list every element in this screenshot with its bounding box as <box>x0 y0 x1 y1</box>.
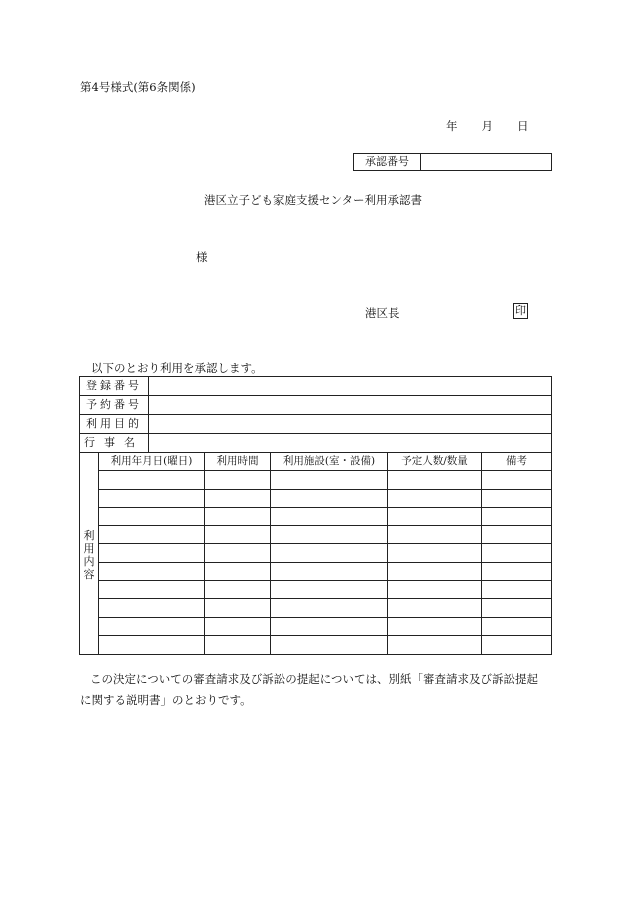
facility-cell[interactable] <box>271 563 388 580</box>
registration-number-field[interactable] <box>149 377 551 395</box>
table-row <box>99 544 551 562</box>
use-date-cell[interactable] <box>99 636 205 654</box>
date-year-label: 年 <box>446 119 458 133</box>
document-title: 港区立子ども家庭支援センター利用承認書 <box>204 193 423 207</box>
facility-cell[interactable] <box>271 508 388 525</box>
use-date-cell[interactable] <box>99 563 205 580</box>
table-row <box>99 471 551 489</box>
table-row <box>99 526 551 544</box>
header-headcount: 予定人数/数量 <box>388 453 482 470</box>
use-time-cell[interactable] <box>205 471 271 488</box>
table-row <box>99 581 551 599</box>
usage-side-label: 利 用 内 容 <box>83 529 95 581</box>
use-date-cell[interactable] <box>99 490 205 507</box>
remarks-cell[interactable] <box>482 581 551 598</box>
use-date-cell[interactable] <box>99 618 205 635</box>
use-time-cell[interactable] <box>205 636 271 654</box>
remarks-cell[interactable] <box>482 526 551 543</box>
event-name-label: 行事名 <box>80 434 149 452</box>
table-row <box>99 508 551 526</box>
usage-side-label-cell <box>80 453 99 654</box>
seal-mark: 印 <box>515 304 526 317</box>
footer-note-line2: に関する説明書」のとおりです。 <box>80 693 252 707</box>
approval-table <box>79 376 552 655</box>
headcount-cell[interactable] <box>388 490 482 507</box>
use-date-cell[interactable] <box>99 471 205 488</box>
form-number: 第4号様式(第6条関係) <box>80 80 196 94</box>
table-row <box>99 563 551 581</box>
use-time-cell[interactable] <box>205 581 271 598</box>
use-date-cell[interactable] <box>99 508 205 525</box>
usage-section <box>80 453 551 654</box>
headcount-cell[interactable] <box>388 471 482 488</box>
reservation-number-field[interactable] <box>149 396 551 414</box>
remarks-cell[interactable] <box>482 563 551 580</box>
facility-cell[interactable] <box>271 599 388 616</box>
headcount-cell[interactable] <box>388 599 482 616</box>
use-time-cell[interactable] <box>205 563 271 580</box>
issuer-name: 港区長 <box>365 306 400 320</box>
date-line <box>446 118 529 134</box>
date-month-label: 月 <box>481 119 493 133</box>
facility-cell[interactable] <box>271 544 388 561</box>
remarks-cell[interactable] <box>482 618 551 635</box>
use-time-cell[interactable] <box>205 618 271 635</box>
headcount-cell[interactable] <box>388 544 482 561</box>
use-time-cell[interactable] <box>205 490 271 507</box>
headcount-cell[interactable] <box>388 636 482 654</box>
table-row-event <box>80 434 551 453</box>
usage-header-row <box>99 453 551 471</box>
remarks-cell[interactable] <box>482 490 551 507</box>
table-row <box>99 599 551 617</box>
header-remarks: 備考 <box>506 455 527 467</box>
intro-text: 以下のとおり利用を承認します。 <box>91 361 263 375</box>
table-row-purpose <box>80 415 551 434</box>
table-row-reservation <box>80 396 551 415</box>
headcount-cell[interactable] <box>388 581 482 598</box>
usage-table <box>99 453 551 654</box>
facility-cell[interactable] <box>271 581 388 598</box>
header-use-date: 利用年月日(曜日) <box>99 453 205 470</box>
reservation-number-label: 予約番号 <box>80 396 149 414</box>
remarks-cell[interactable] <box>482 471 551 488</box>
approval-number-field[interactable] <box>421 154 551 170</box>
header-use-time: 利用時間 <box>205 453 271 470</box>
facility-cell[interactable] <box>271 636 388 654</box>
facility-cell[interactable] <box>271 471 388 488</box>
use-time-cell[interactable] <box>205 599 271 616</box>
table-row-registration <box>80 377 551 396</box>
approval-number-label: 承認番号 <box>354 154 421 170</box>
header-facility: 利用施設(室・設備) <box>271 453 388 470</box>
table-row <box>99 618 551 636</box>
use-date-cell[interactable] <box>99 526 205 543</box>
use-date-cell[interactable] <box>99 544 205 561</box>
table-row <box>99 490 551 508</box>
footer-note-line1: この決定についての審査請求及び訴訟の提起については、別紙「審査請求及び訴訟提起 <box>90 672 539 686</box>
headcount-cell[interactable] <box>388 508 482 525</box>
headcount-cell[interactable] <box>388 563 482 580</box>
use-time-cell[interactable] <box>205 544 271 561</box>
remarks-cell[interactable] <box>482 508 551 525</box>
remarks-cell[interactable] <box>482 544 551 561</box>
remarks-cell[interactable] <box>482 636 551 654</box>
date-day-label: 日 <box>517 119 529 133</box>
remarks-cell[interactable] <box>482 599 551 616</box>
table-row <box>99 636 551 654</box>
use-time-cell[interactable] <box>205 508 271 525</box>
facility-cell[interactable] <box>271 490 388 507</box>
registration-number-label: 登録番号 <box>80 377 149 395</box>
use-date-cell[interactable] <box>99 599 205 616</box>
facility-cell[interactable] <box>271 526 388 543</box>
headcount-cell[interactable] <box>388 618 482 635</box>
use-time-cell[interactable] <box>205 526 271 543</box>
purpose-label: 利用目的 <box>80 415 149 433</box>
approval-number-box <box>353 153 552 171</box>
use-date-cell[interactable] <box>99 581 205 598</box>
addressee-suffix: 様 <box>196 250 208 264</box>
purpose-field[interactable] <box>149 415 551 433</box>
event-name-field[interactable] <box>149 434 551 452</box>
headcount-cell[interactable] <box>388 526 482 543</box>
facility-cell[interactable] <box>271 618 388 635</box>
